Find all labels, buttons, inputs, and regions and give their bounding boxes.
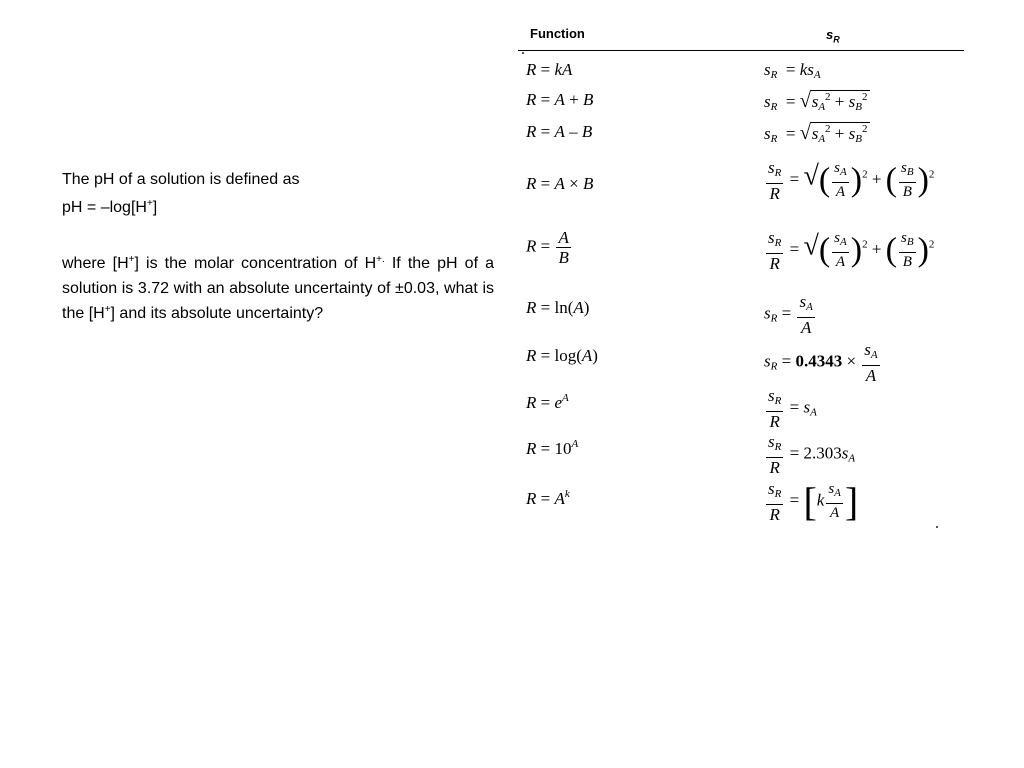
sr-cell: $\frac{sR}{R}$ = √( $\frac{s_A}{A}$ )$^2$ + ( $\frac{s_B}{B}$ )$^2$ <box>768 228 935 273</box>
question-paragraph: where [H+] is the molar concentration of H+. If the pH of a solution is 3.72 with an absolute uncertainty of ±0.03, what is the [H+] and its absolute uncertainty? <box>62 254 494 322</box>
header-sr: $s_R$ <box>826 27 840 45</box>
definition-line: The pH of a solution is defined as <box>62 171 300 188</box>
sr-cell: sR = $√sA^2 + sB^2$ <box>764 90 868 113</box>
function-cell: R = log(A) <box>526 346 598 365</box>
function-cell: R = kA <box>526 60 573 79</box>
function-cell: $R = e^A$ <box>526 392 569 412</box>
sr-cell: $\frac{sR}{R}$ = [k $\frac{s_A}{A}$ ] <box>768 479 859 524</box>
function-cell: $R = A^k$ <box>526 488 570 508</box>
function-cell: R = A × B <box>526 174 594 193</box>
error-propagation-table <box>518 22 964 532</box>
sr-cell: sR = $\frac{sA}{A}$ <box>764 292 813 337</box>
table-header <box>518 22 964 51</box>
sr-cell: $\frac{sR}{R}$ = √( $\frac{s_A}{A}$ )$^2$ + ( $\frac{s_B}{B}$ )$^2$ <box>768 158 935 203</box>
function-cell: R = ln(A) <box>526 298 590 317</box>
function-cell: R = A + B <box>526 90 594 109</box>
sr-cell: $\frac{sR}{R}$ = 2.303sA <box>768 432 856 477</box>
function-cell: R = A – B <box>526 122 593 141</box>
constant-0-4343: 0.4343 <box>795 351 843 371</box>
constant-2-303: 2.303 <box>803 443 842 463</box>
sr-cell: sR = 0.4343 × $\frac{sA}{A}$ <box>764 340 878 385</box>
header-function: Function <box>530 26 585 41</box>
function-cell: R = $\frac{A}{B}$ <box>526 228 569 267</box>
stray-dot <box>936 526 938 528</box>
sr-cell: sR = $√sA^2 + sB^2$ <box>764 122 868 145</box>
ph-formula: pH = –log[H+] <box>62 198 158 216</box>
question-text <box>62 166 494 326</box>
function-cell: $R = 10^A$ <box>526 438 579 458</box>
sr-cell: $\frac{sR}{R}$ = sA <box>768 386 817 431</box>
stray-dot <box>522 52 524 54</box>
sr-cell: sR = ksA <box>764 60 821 81</box>
